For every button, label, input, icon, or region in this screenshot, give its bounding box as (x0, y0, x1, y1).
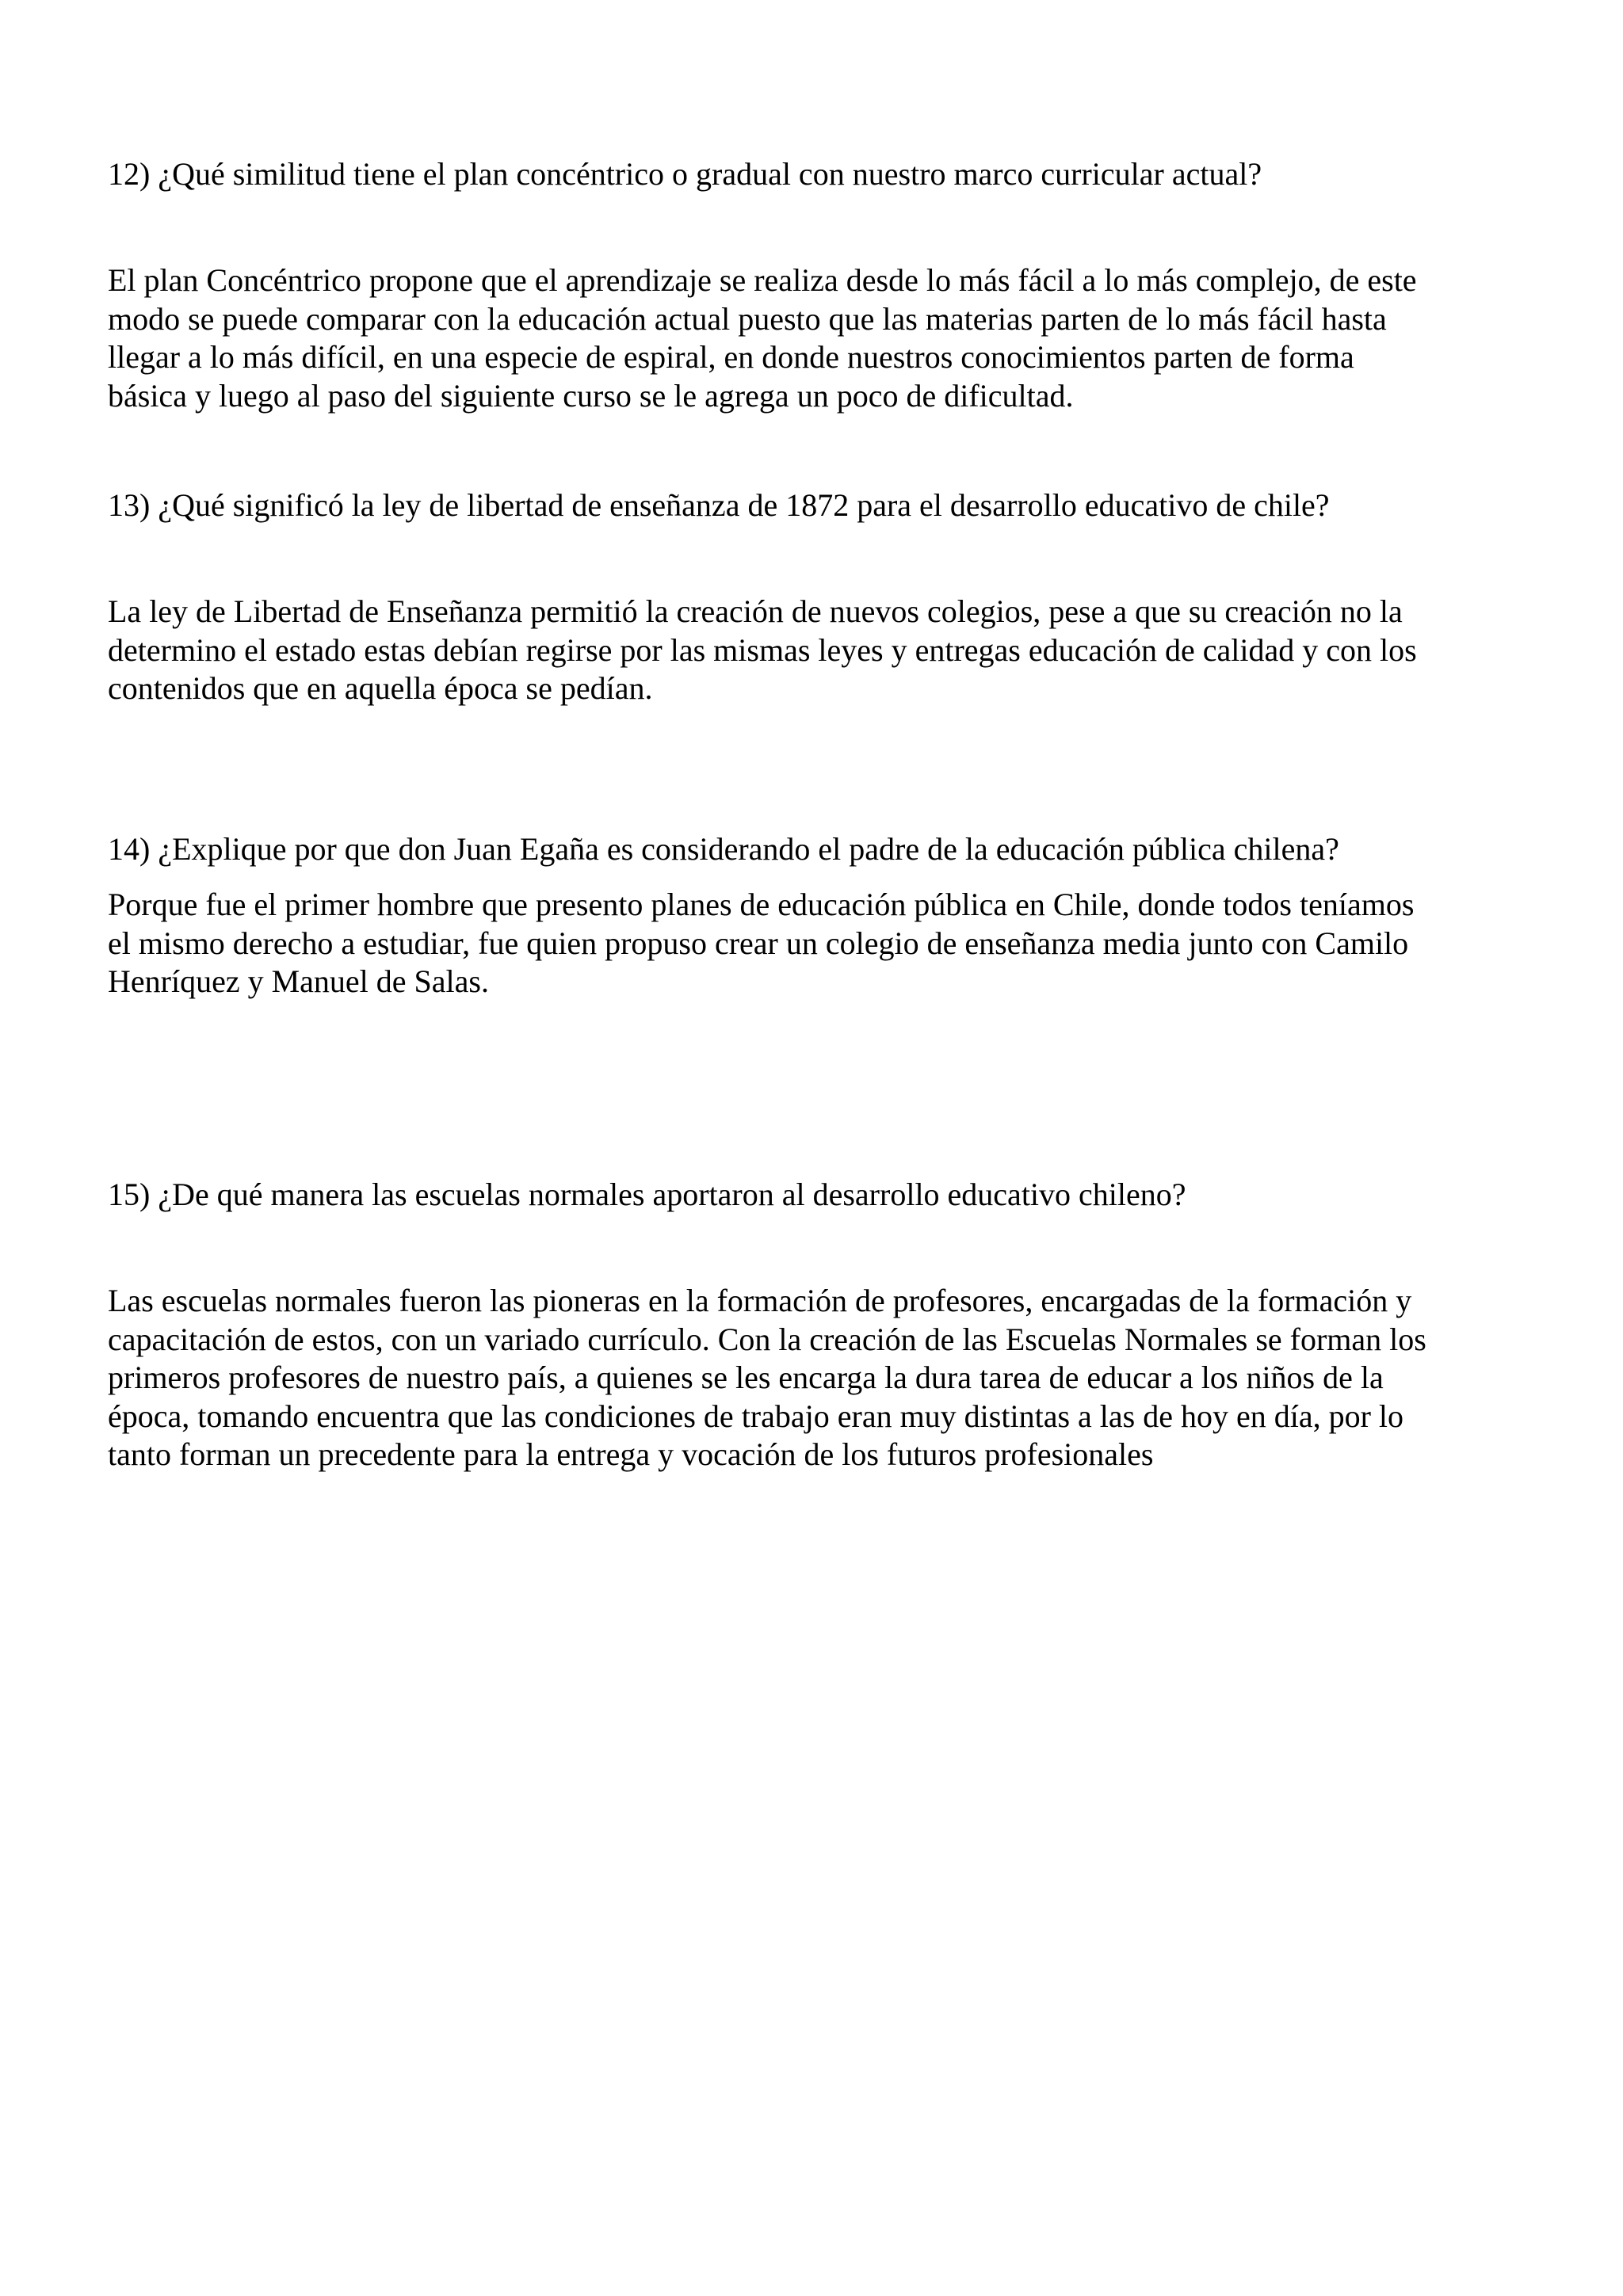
answer-13-line: La ley de Libertad de Enseñanza permitió la creación de nuevos colegios, pese a que su creación no la (108, 593, 1403, 629)
answer-13-line: determino el estado estas debían regirse por las mismas leyes y entregas educación de calidad y con los (108, 631, 1417, 668)
answer-15-line: época, tomando encuentra que las condiciones de trabajo eran muy distintas a las de hoy en día, por lo (108, 1398, 1404, 1434)
question-12: 12) ¿Qué similitud tiene el plan concéntrico o gradual con nuestro marco curricular actual? (108, 156, 1262, 192)
answer-12-line: El plan Concéntrico propone que el aprendizaje se realiza desde lo más fácil a lo más complejo, de este (108, 262, 1417, 298)
answer-15-line: capacitación de estos, con un variado currículo. Con la creación de las Escuelas Normales se forman los (108, 1321, 1426, 1357)
answer-14 (108, 886, 1518, 1001)
answer-13 (108, 593, 1518, 708)
answer-12-line: básica y luego al paso del siguiente curso se le agrega un poco de dificultad. (108, 377, 1074, 414)
answer-14-line: Henríquez y Manuel de Salas. (108, 963, 489, 999)
question-14: 14) ¿Explique por que don Juan Egaña es considerando el padre de la educación pública chilena? (108, 831, 1339, 867)
answer-14-line: el mismo derecho a estudiar, fue quien propuso crear un colegio de enseñanza media junto con Camilo (108, 925, 1409, 961)
question-13: 13) ¿Qué significó la ley de libertad de enseñanza de 1872 para el desarrollo educativo de chile? (108, 487, 1330, 523)
question-15: 15) ¿De qué manera las escuelas normales aportaron al desarrollo educativo chileno? (108, 1177, 1186, 1212)
answer-12-line: modo se puede comparar con la educación actual puesto que las materias parten de lo más fácil hasta (108, 300, 1387, 337)
answer-15-line: Las escuelas normales fueron las pioneras en la formación de profesores, encargadas de la formación y (108, 1283, 1412, 1318)
answer-14-line: Porque fue el primer hombre que presento planes de educación pública en Chile, donde todos teníamos (108, 887, 1415, 922)
answer-15 (108, 1282, 1518, 1474)
answer-13-line: contenidos que en aquella época se pedían. (108, 670, 653, 706)
answer-15-line: tanto forman un precedente para la entrega y vocación de los futuros profesionales (108, 1436, 1154, 1472)
answer-12 (108, 261, 1518, 415)
answer-15-line: primeros profesores de nuestro país, a quienes se les encarga la dura tarea de educar a los niños de la (108, 1360, 1384, 1395)
answer-12-line: llegar a lo más difícil, en una especie de espiral, en donde nuestros conocimientos parten de forma (108, 339, 1354, 375)
